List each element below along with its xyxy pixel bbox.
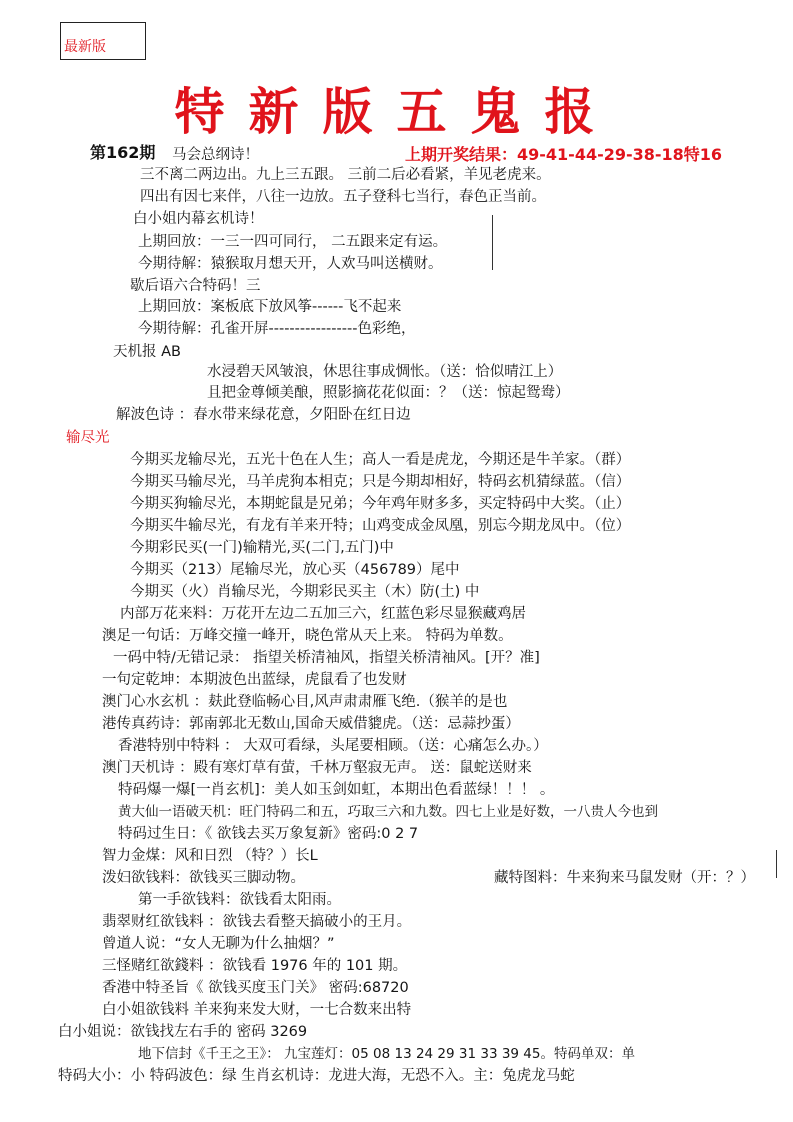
text-line: 藏特图料：牛来狗来马鼠发财（开：？） bbox=[494, 870, 755, 886]
text-line: 特码爆一爆[一肖玄机]：美人如玉剑如虹，本期出色看蓝绿！！！ 。 bbox=[118, 782, 555, 798]
text-line: 今期买狗输尽光，本期蛇鼠是兄弟；今年鸡年财多多，买定特码中大奖。（止） bbox=[130, 496, 631, 512]
text-line: 一句定乾坤：本期波色出蓝绿，虎鼠看了也发财 bbox=[102, 672, 407, 688]
text-line: 上期回放：案板底下放风筝------飞不起来 bbox=[138, 299, 402, 315]
text-line: 特码大小：小 特码波色：绿 生肖玄机诗：龙进大海，无恐不入。主：兔虎龙马蛇 bbox=[58, 1068, 575, 1084]
text-line: 四出有因七来伴，八往一边放。五子登科七当行，春色正当前。 bbox=[140, 189, 546, 205]
text-line: 天机报 AB bbox=[113, 344, 181, 360]
text-line: 泼妇欲钱料：欲钱买三脚动物。 bbox=[102, 870, 305, 886]
last-draw-result: 上期开奖结果：49-41-44-29-38-18特16 bbox=[405, 145, 723, 164]
text-line: 三怪赌红欲錢料 ：欲钱看 1976 年的 101 期。 bbox=[102, 958, 408, 974]
text-line: 马会总纲诗！ bbox=[172, 147, 259, 163]
text-line: 解波色诗 ：春水带来绿花意，夕阳卧在红日边 bbox=[116, 407, 411, 423]
text-line: 今期买龙输尽光，五光十色在人生；高人一看是虎龙，今期还是牛羊家。（群） bbox=[130, 452, 631, 468]
text-line: 澳足一句话：万峰交撞一峰开，晓色常从天上来。 特码为单数。 bbox=[102, 628, 513, 644]
text-line: 香港中特圣旨《 欲钱买度玉门关》 密码:68720 bbox=[102, 980, 409, 996]
issue-number: 第162期 bbox=[90, 143, 156, 162]
text-line: 白小姐说：欲钱找左右手的 密码 3269 bbox=[58, 1024, 308, 1040]
text-line: 白小姐内幕玄机诗！ bbox=[133, 211, 264, 227]
text-line: 澳门天机诗 ：殿有寒灯草有萤，千林万壑寂无声。 送：鼠蛇送财来 bbox=[102, 760, 532, 776]
text-line: 今期买（火）肖输尽光，今期彩民买主（木）防(土) 中 bbox=[130, 584, 480, 600]
text-line: 歇后语六合特码！三 bbox=[130, 278, 261, 294]
text-line: 且把金尊倾美酿，照影摘花花似面：？（送：惊起鸳鸯） bbox=[207, 385, 570, 401]
masthead-title: 特新版五鬼报 bbox=[174, 82, 619, 141]
text-line: 港传真药诗：郭南郭北无数山,国命天威借貔虎。（送：忌蒜抄蛋） bbox=[102, 716, 520, 732]
text-line: 上期回放：一三一四可同行， 二五跟来定有运。 bbox=[138, 234, 448, 250]
text-line: 地下信封《千王之王》： 九宝莲灯：05 08 13 24 29 31 33 39 45。特码单双：单 bbox=[138, 1046, 635, 1062]
text-line: 水浸碧天风皱浪，休思往事成惆怅。（送：恰似晴江上） bbox=[207, 364, 563, 380]
divider-line bbox=[492, 215, 493, 270]
section-heading: 输尽光 bbox=[66, 430, 110, 446]
edition-label: 最新版 bbox=[64, 39, 106, 55]
text-line: 今期彩民买(一门)输精光,买(二门,五门)中 bbox=[130, 540, 394, 556]
text-line: 香港特别中特料 ： 大双可看绿，头尾要相顾。（送：心痛怎么办。） bbox=[118, 738, 548, 754]
text-line: 智力金煤：风和日烈 （特？）长L bbox=[102, 848, 318, 864]
text-line: 特码过生日：《 欲钱去买万象复新》密码:0 2 7 bbox=[118, 826, 419, 842]
text-line: 今期买（213）尾输尽光，放心买（456789）尾中 bbox=[130, 562, 460, 578]
text-line: 白小姐欲钱料 羊来狗来发大财，一七合数来出特 bbox=[102, 1002, 412, 1018]
text-line: 今期买牛输尽光，有龙有羊来开特；山鸡变成金凤凰，别忘今期龙凤中。（位） bbox=[130, 518, 631, 534]
text-line: 内部万花来料：万花开左边二五加三六，红蓝色彩尽显猴藏鸡居 bbox=[120, 606, 526, 622]
text-line: 今期待解：孔雀开屏-----------------色彩绝， bbox=[138, 321, 416, 337]
text-line: 三不离二两边出。九上三五跟。 三前二后必看紧，羊见老虎来。 bbox=[140, 167, 551, 183]
text-line: 翡翠财红欲钱料 ：欲钱去看整天搞破小的王月。 bbox=[102, 914, 412, 930]
text-line: 第一手欲钱料：欲钱看太阳雨。 bbox=[138, 892, 341, 908]
text-line: 曾道人说：“女人无聊为什么抽烟？” bbox=[102, 936, 335, 952]
divider-line bbox=[776, 850, 777, 878]
text-line: 今期买马输尽光，马羊虎狗本相克；只是今期却相好，特码玄机猜绿蓝。（信） bbox=[130, 474, 631, 490]
text-line: 今期待解：猿猴取月想天开，人欢马叫送横财。 bbox=[138, 256, 443, 272]
text-line: 澳门心水玄机 ：麸此登临畅心目,风声肃肃雁飞绝.（猴羊的是也 bbox=[102, 694, 508, 710]
text-line: 黄大仙一语破天机：旺门特码二和五，巧取三六和九数。四七上业是好数，一八贵人今也到 bbox=[118, 804, 658, 820]
text-line: 一码中特/无错记录： 指望关桥清袖风，指望关桥清袖风。[开？准] bbox=[113, 650, 540, 666]
